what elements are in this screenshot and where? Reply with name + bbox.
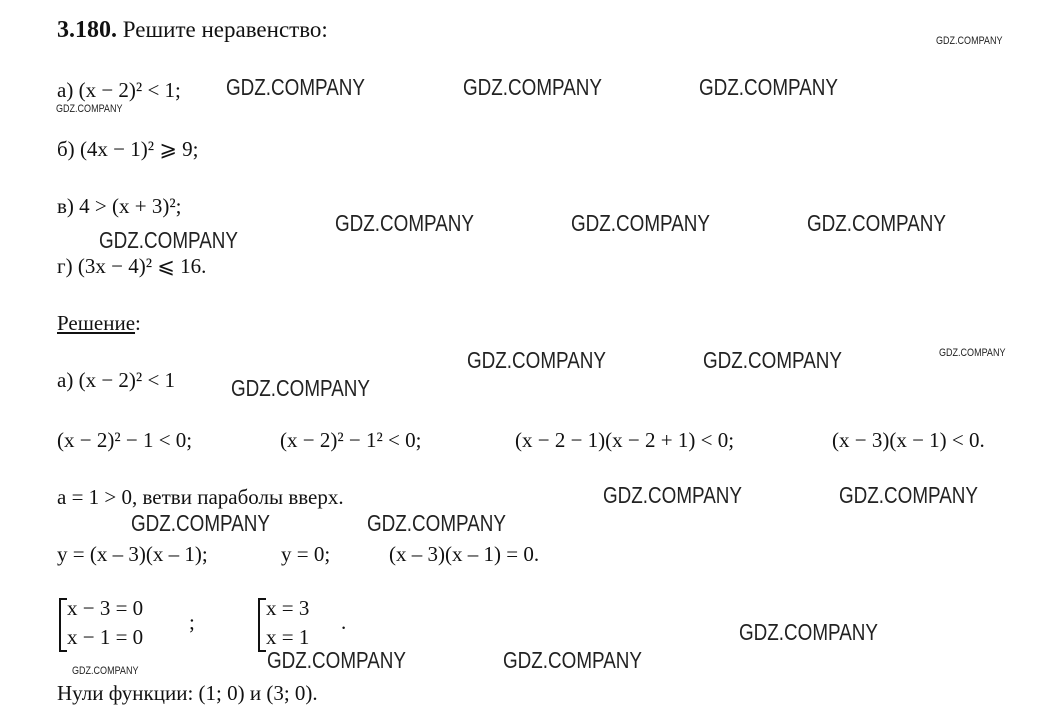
watermark: GDZ.COMPANY — [571, 210, 711, 236]
step-4: (x − 3)(x − 1) < 0. — [832, 428, 985, 452]
watermark: GDZ.COMPANY — [939, 347, 1006, 359]
watermark: GDZ.COMPANY — [367, 510, 507, 536]
solution-heading: Решение: — [57, 311, 141, 335]
problem-instruction: Решите неравенство: — [122, 17, 328, 42]
watermark: GDZ.COMPANY — [335, 210, 475, 236]
watermark: GDZ.COMPANY — [267, 647, 407, 673]
watermark: GDZ.COMPANY — [231, 375, 371, 401]
step-2: (x − 2)² − 1² < 0; — [280, 428, 422, 452]
watermark: GDZ.COMPANY — [99, 227, 239, 253]
step-3: (x − 2 − 1)(x − 2 + 1) < 0; — [515, 428, 735, 452]
system2-eq2: x = 1 — [266, 625, 310, 649]
problem-number: 3.180. — [57, 17, 117, 43]
step-1: (x − 2)² − 1 < 0; — [57, 428, 193, 452]
system1-sep: ; — [189, 610, 195, 634]
func-3: (x – 3)(x – 1) = 0. — [389, 542, 540, 566]
parabola-note: a = 1 > 0, ветви параболы вверх. — [57, 485, 344, 509]
system1-eq1: x − 3 = 0 — [67, 596, 144, 620]
system1-eq2: x − 1 = 0 — [67, 625, 144, 649]
func-2: y = 0; — [281, 542, 331, 566]
watermark: GDZ.COMPANY — [72, 665, 139, 677]
watermark: GDZ.COMPANY — [131, 510, 271, 536]
watermark: GDZ.COMPANY — [936, 35, 1003, 47]
item-b: б) (4x − 1)² ⩾ 9; — [57, 137, 199, 161]
watermark: GDZ.COMPANY — [467, 347, 607, 373]
watermark: GDZ.COMPANY — [703, 347, 843, 373]
solution-part-a: а) (x − 2)² < 1 — [57, 368, 176, 392]
watermark: GDZ.COMPANY — [699, 74, 839, 100]
system2-end: . — [341, 610, 347, 634]
problem-title — [57, 18, 328, 42]
item-c: в) 4 > (x + 3)²; — [57, 194, 182, 218]
watermark: GDZ.COMPANY — [463, 74, 603, 100]
watermark: GDZ.COMPANY — [739, 619, 879, 645]
system1-bracket — [59, 598, 67, 652]
watermark: GDZ.COMPANY — [603, 482, 743, 508]
zeros-of-function: Нули функции: (1; 0) и (3; 0). — [57, 681, 318, 705]
watermark: GDZ.COMPANY — [807, 210, 947, 236]
system2-eq1: x = 3 — [266, 596, 310, 620]
func-1: y = (x – 3)(x – 1); — [57, 542, 208, 566]
system2-bracket — [258, 598, 266, 652]
watermark: GDZ.COMPANY — [226, 74, 366, 100]
watermark: GDZ.COMPANY — [503, 647, 643, 673]
item-a: а) (x − 2)² < 1; — [57, 78, 181, 102]
watermark: GDZ.COMPANY — [839, 482, 979, 508]
watermark: GDZ.COMPANY — [56, 103, 123, 115]
item-d: г) (3x − 4)² ⩽ 16. — [57, 254, 207, 278]
